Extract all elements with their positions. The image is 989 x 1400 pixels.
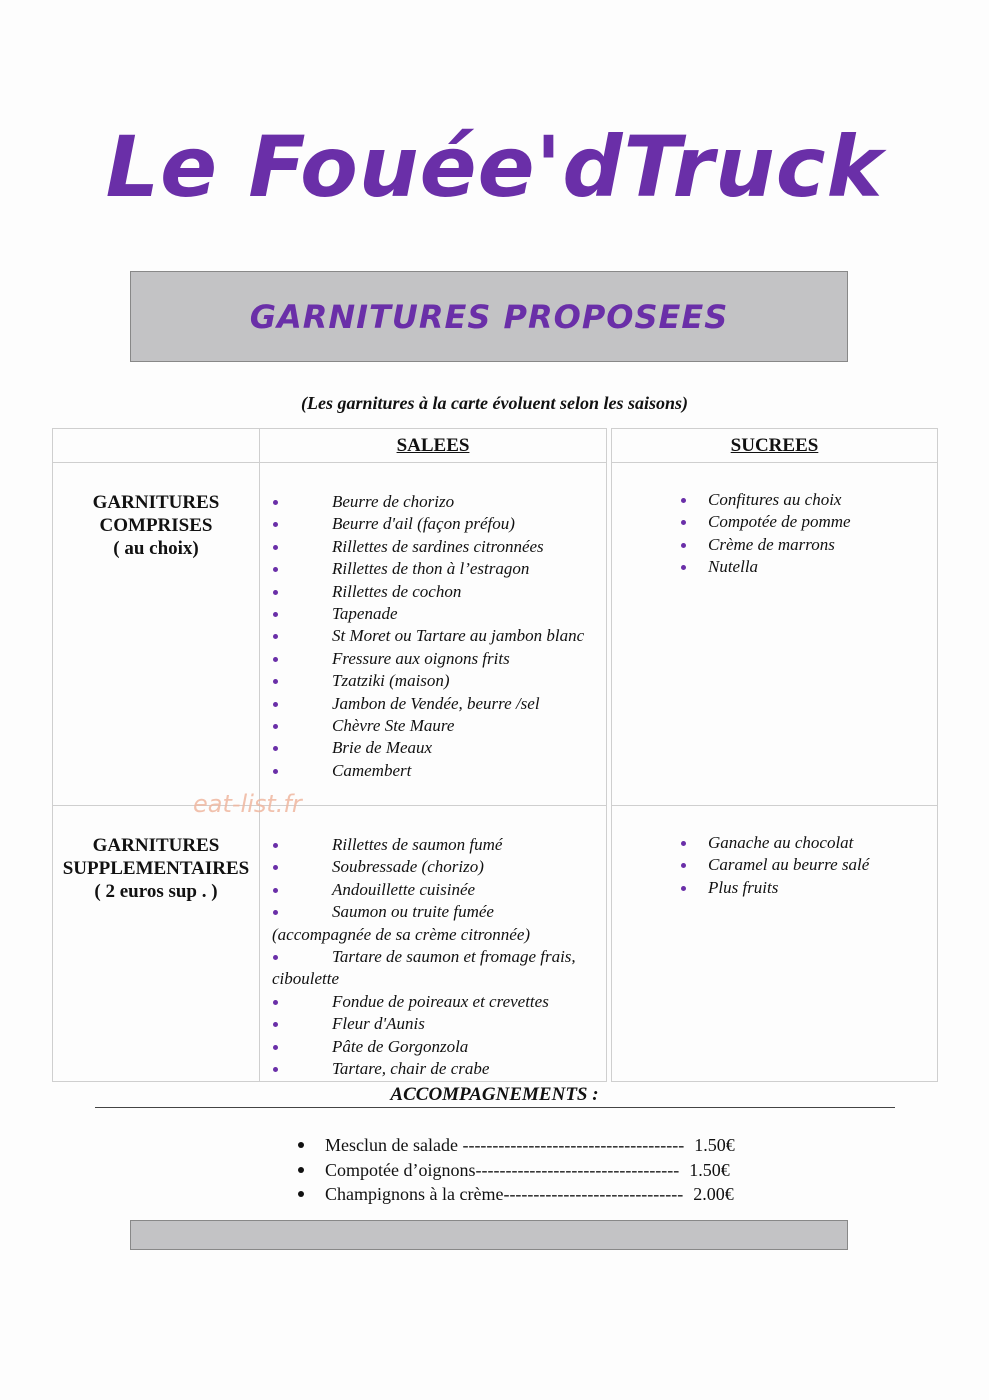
watermark: eat-list.fr: [193, 790, 302, 818]
accompagnements-title: ACCOMPAGNEMENTS :: [390, 1084, 599, 1105]
sucrees-supplementaires-list: [612, 806, 937, 899]
list-item: Crème de marrons: [708, 534, 927, 556]
list-item: Saumon ou truite fumée (accompagnée de sa crème citronnée): [272, 901, 596, 946]
list-item: Tartare de saumon et fromage frais, ciboulette: [272, 946, 596, 991]
accompagnement-name: Compotée d’oignons----------------------------------: [325, 1159, 680, 1180]
list-item: Fressure aux oignons frits: [272, 648, 596, 670]
list-item: Andouillette cuisinée: [272, 879, 596, 901]
row-label-supplementaires: GARNITURES SUPPLEMENTAIRES ( 2 euros sup . ): [53, 806, 260, 1082]
list-item: St Moret ou Tartare au jambon blanc: [272, 625, 596, 647]
list-item: Confitures au choix: [708, 489, 927, 511]
garnitures-table: [52, 428, 938, 1082]
list-item: Caramel au beurre salé: [708, 854, 927, 876]
salees-supplementaires-cell: [260, 806, 607, 1082]
header-salees: SALEES: [260, 429, 607, 463]
footer-bar: [130, 1220, 848, 1250]
season-note: (Les garnitures à la carte évoluent selon les saisons): [300, 393, 688, 413]
list-item: Rillettes de saumon fumé: [272, 834, 596, 856]
list-item: Tapenade: [272, 603, 596, 625]
list-item: Rillettes de cochon: [272, 581, 596, 603]
section-banner: [130, 271, 848, 362]
row-supplementaires: [53, 806, 938, 1082]
list-item: Tzatziki (maison): [272, 670, 596, 692]
list-item: Beurre d'ail (façon préfou): [272, 513, 596, 535]
salees-supplementaires-list: [260, 806, 606, 1080]
list-item: Fondue de poireaux et crevettes: [272, 991, 596, 1013]
accompagnement-price: 1.50€: [694, 1135, 735, 1155]
salees-comprises-cell: [260, 463, 607, 806]
list-item: Soubressade (chorizo): [272, 856, 596, 878]
salees-comprises-list: [260, 463, 606, 782]
list-item: Tartare, chair de crabe: [272, 1058, 596, 1080]
accompagnement-price: 2.00€: [693, 1184, 734, 1204]
restaurant-title: Le Fouée'dTruck: [105, 118, 884, 216]
list-item: Rillettes de thon à l’estragon: [272, 558, 596, 580]
divider: [95, 1107, 895, 1108]
list-item: Chèvre Ste Maure: [272, 715, 596, 737]
accompagnement-name: Mesclun de salade -------------------------------------: [325, 1135, 685, 1155]
accompagnement-price: 1.50€: [689, 1159, 730, 1180]
sucrees-comprises-list: [612, 463, 937, 579]
sucrees-supplementaires-cell: [612, 806, 938, 1082]
banner-text: GARNITURES PROPOSEES: [249, 297, 729, 336]
list-item: Beurre de chorizo: [272, 491, 596, 513]
header-sucrees: SUCREES: [612, 429, 938, 463]
list-item: Fleur d'Aunis: [272, 1013, 596, 1035]
accompagnement-item: [325, 1133, 783, 1158]
row-label-comprises: GARNITURES COMPRISES ( au choix): [53, 463, 260, 806]
row-comprises: [53, 463, 938, 806]
accompagnements-list: [325, 1133, 783, 1207]
list-item: Camembert: [272, 760, 596, 782]
accompagnement-item: [325, 1158, 783, 1183]
list-item: Nutella: [708, 556, 927, 578]
accompagnement-name: Champignons à la crème------------------------------: [325, 1184, 684, 1204]
sucrees-comprises-cell: [612, 463, 938, 806]
list-item: Plus fruits: [708, 877, 927, 899]
list-item: Brie de Meaux: [272, 737, 596, 759]
list-item: Pâte de Gorgonzola: [272, 1036, 596, 1058]
list-item: Rillettes de sardines citronnées: [272, 536, 596, 558]
list-item: Jambon de Vendée, beurre /sel: [272, 693, 596, 715]
header-empty-cell: [53, 429, 260, 463]
list-item: Compotée de pomme: [708, 511, 927, 533]
list-item: Ganache au chocolat: [708, 832, 927, 854]
accompagnement-item: [325, 1182, 783, 1207]
